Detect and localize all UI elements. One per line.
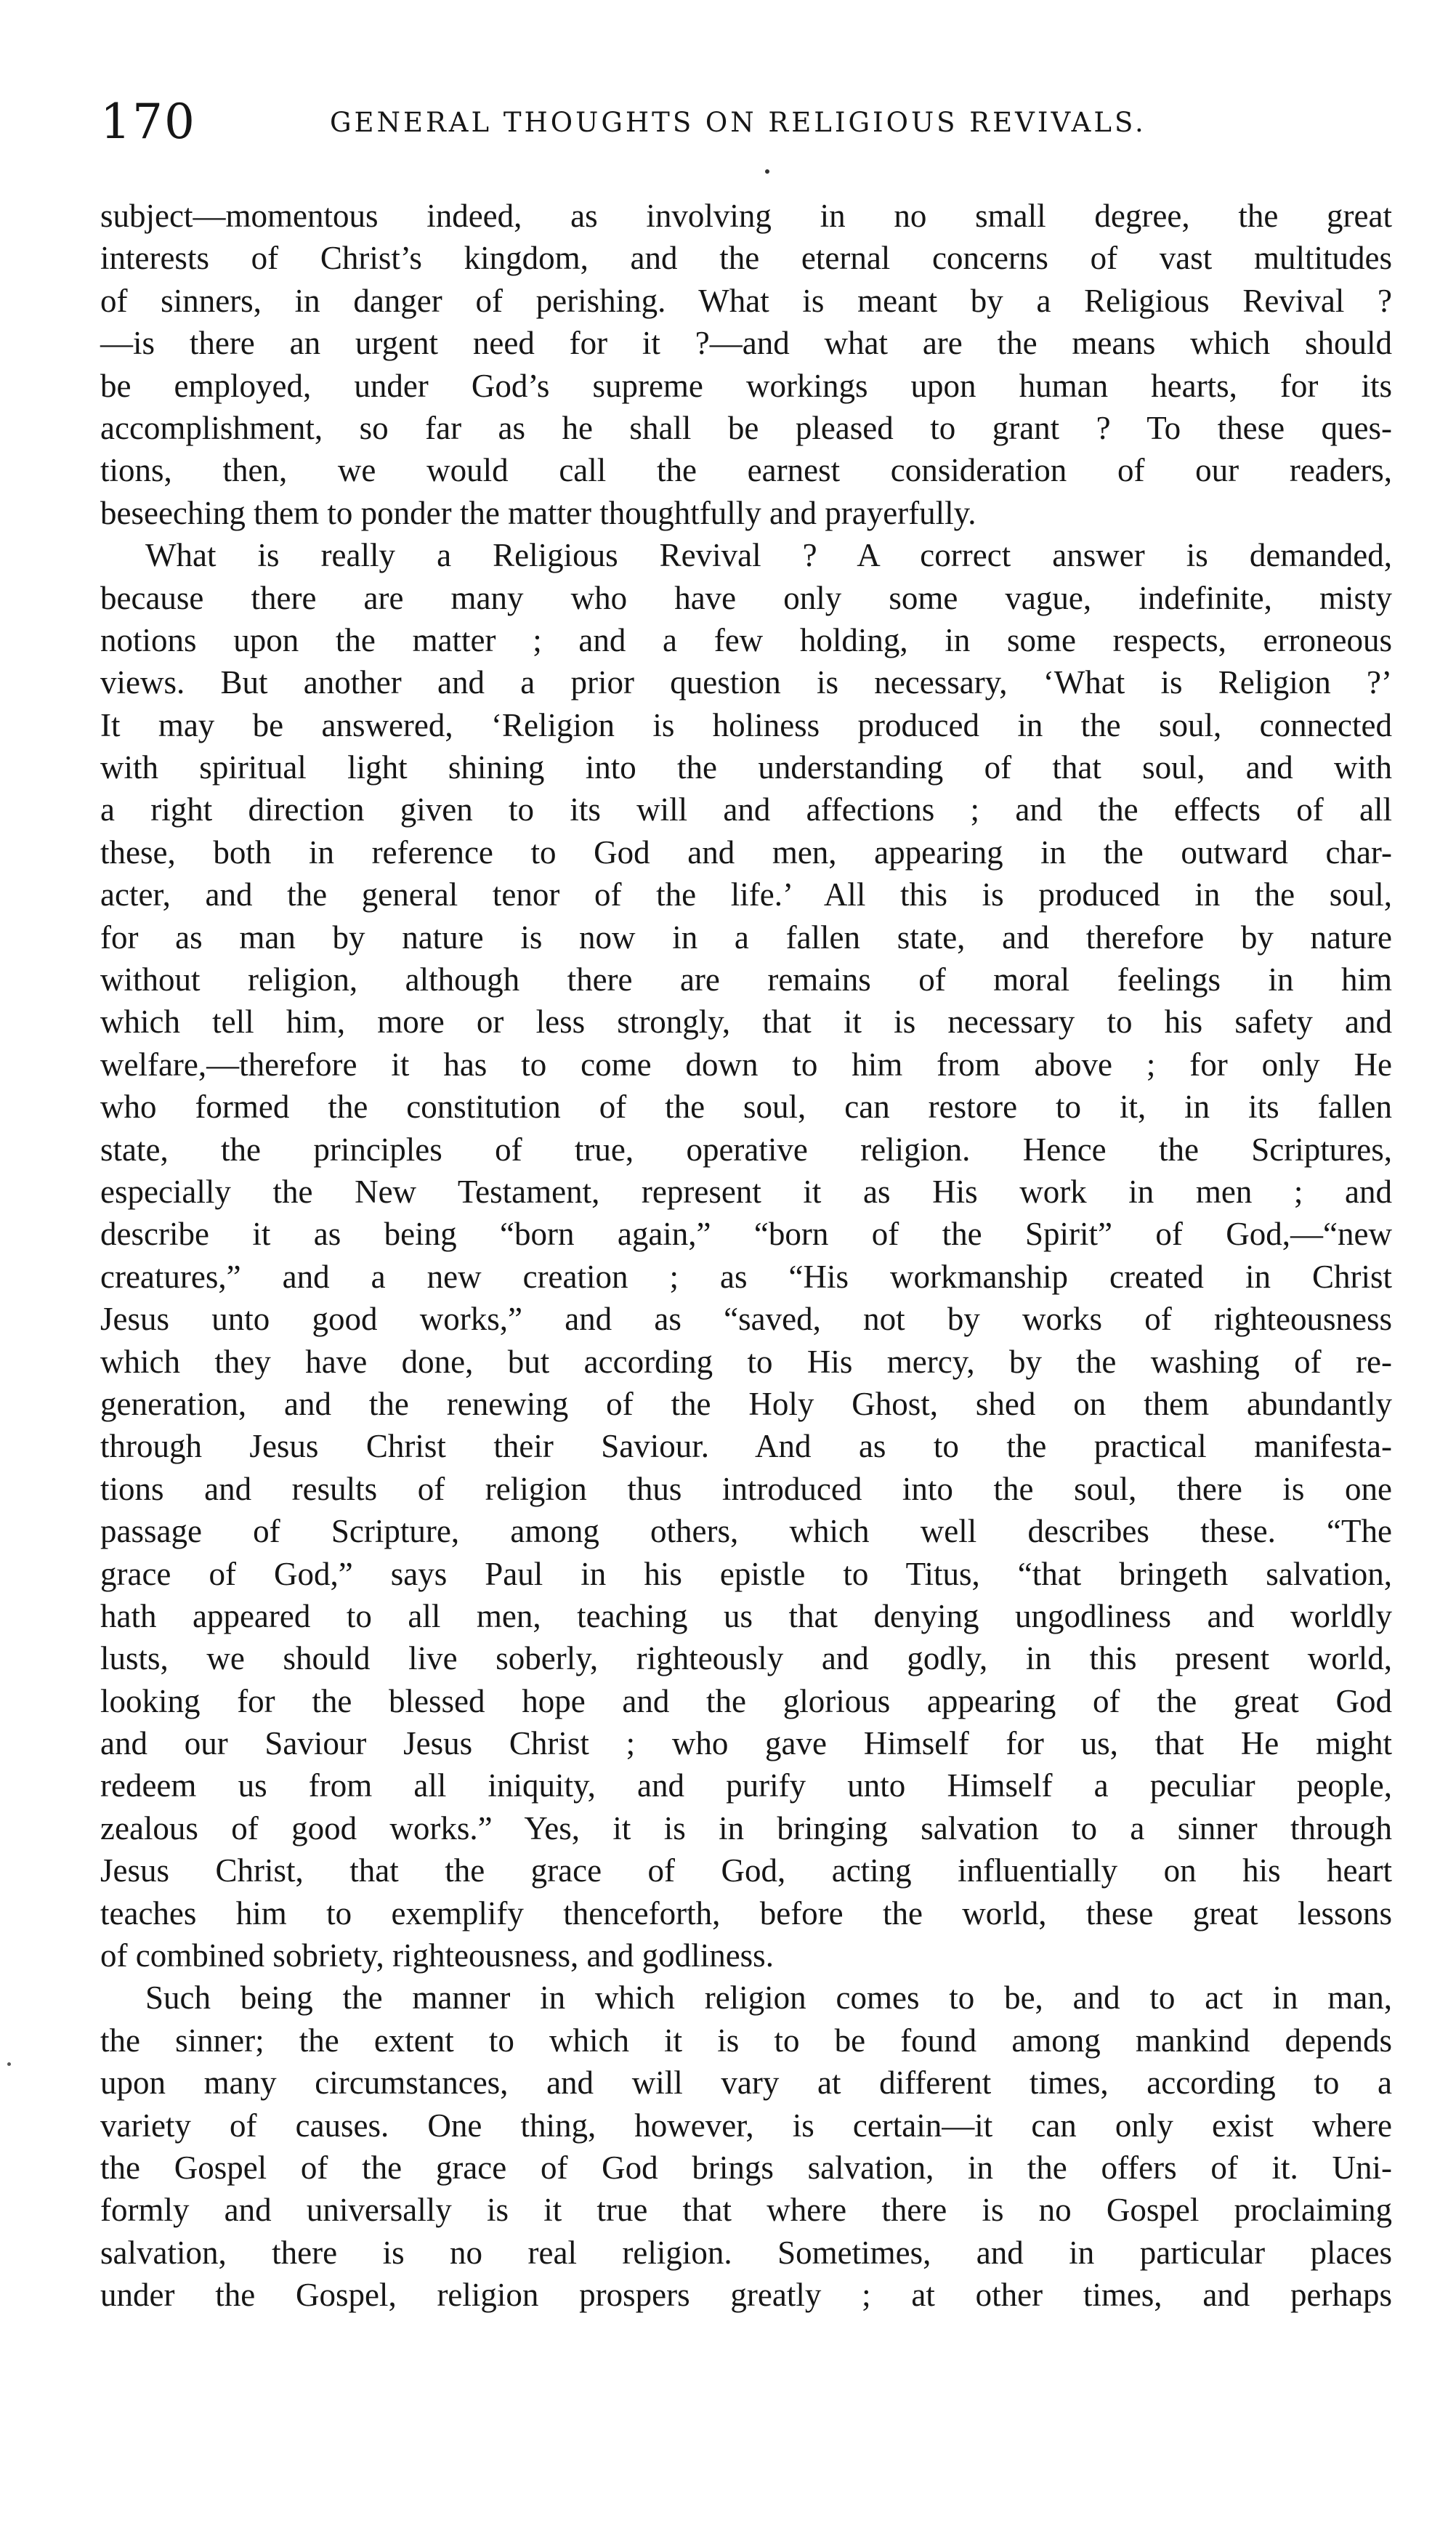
text-line: redeem us from all iniquity, and purify unto Himself a peculiar people, xyxy=(100,1767,1392,1804)
text-line: be employed, under God’s supreme workings upon human hearts, for its xyxy=(100,367,1392,404)
text-line: What is really a Religious Revival ? A correct answer is demanded, xyxy=(145,537,1392,574)
text-line: which they have done, but according to His mercy, by the washing of re- xyxy=(100,1343,1392,1380)
text-line: subject—momentous indeed, as involving in no small degree, the great xyxy=(100,198,1392,234)
text-line: looking for the blessed hope and the glorious appearing of the great God xyxy=(100,1682,1392,1719)
text-line: tions and results of religion thus introduced into the soul, there is one xyxy=(100,1470,1392,1507)
text-line: who formed the constitution of the soul, can restore to it, in its fallen xyxy=(100,1089,1392,1126)
text-line: Such being the manner in which religion comes to be, and to act in man, xyxy=(145,1979,1392,2017)
text-line: the sinner; the extent to which it is to be found among mankind depends xyxy=(100,2022,1392,2059)
text-line: hath appeared to all men, teaching us that denying ungodliness and worldly xyxy=(100,1597,1392,1634)
text-line: through Jesus Christ their Saviour. And as to the practical manifesta- xyxy=(100,1428,1392,1465)
text-line: without religion, although there are remains of moral feelings in him xyxy=(100,961,1392,998)
text-line: with spiritual light shining into the understanding of that soul, and with xyxy=(100,749,1392,786)
text-line: lusts, we should live soberly, righteously and godly, in this present world, xyxy=(100,1640,1392,1677)
text-line: grace of God,” says Paul in his epistle to Titus, “that bringeth salvation, xyxy=(100,1555,1392,1592)
margin-speck xyxy=(7,2062,11,2066)
text-line: —is there an urgent need for it ?—and what are the means which should xyxy=(100,325,1392,362)
text-line: under the Gospel, religion prospers greatly ; at other times, and perhaps xyxy=(100,2277,1392,2314)
text-line: interests of Christ’s kingdom, and the eternal concerns of vast multitudes xyxy=(100,240,1392,277)
text-line: Jesus unto good works,” and as “saved, not by works of righteousness xyxy=(100,1301,1392,1338)
text-line: variety of causes. One thing, however, is certain—it can only exist where xyxy=(100,2107,1392,2144)
running-head: GENERAL THOUGHTS ON RELIGIOUS REVIVALS. xyxy=(330,107,1146,138)
text-line: zealous of good works.” Yes, it is in bringing salvation to a sinner through xyxy=(100,1809,1392,1846)
text-line: and our Saviour Jesus Christ ; who gave Himself for us, that He might xyxy=(100,1725,1392,1762)
text-line: especially the New Testament, represent it as His work in men ; and xyxy=(100,1173,1392,1210)
text-line: accomplishment, so far as he shall be pleased to grant ? To these ques- xyxy=(100,409,1392,446)
text-line: these, both in reference to God and men, appearing in the outward char- xyxy=(100,833,1392,871)
text-line: upon many circumstances, and will vary at different times, according to a xyxy=(100,2064,1392,2102)
text-line: for as man by nature is now in a fallen state, and therefore by nature xyxy=(100,919,1392,956)
text-line: a right direction given to its will and affections ; and the effects of all xyxy=(100,791,1392,828)
text-line: describe it as being “born again,” “born of the Spirit” of God,—“new xyxy=(100,1216,1392,1253)
text-line: passage of Scripture, among others, which well describes these. “The xyxy=(100,1513,1392,1550)
page-number: 170 xyxy=(100,94,196,150)
text-line: generation, and the renewing of the Holy Ghost, shed on them abundantly xyxy=(100,1385,1392,1422)
text-line: salvation, there is no real religion. Sometimes, and in particular places xyxy=(100,2234,1392,2271)
text-line: tions, then, we would call the earnest consideration of our readers, xyxy=(100,452,1392,489)
text-line: welfare,—therefore it has to come down to him from above ; for only He xyxy=(100,1046,1392,1083)
print-speck xyxy=(765,169,769,174)
text-line: It may be answered, ‘Religion is holiness produced in the soul, connected xyxy=(100,706,1392,743)
body-text xyxy=(100,195,1392,2317)
text-line: the Gospel of the grace of God brings salvation, in the offers of it. Uni- xyxy=(100,2149,1392,2186)
text-line: teaches him to exemplify thenceforth, before the world, these great lessons xyxy=(100,1894,1392,1932)
text-line: creatures,” and a new creation ; as “His workmanship created in Christ xyxy=(100,1258,1392,1295)
text-line: of sinners, in danger of perishing. What is meant by a Religious Revival ? xyxy=(100,282,1392,319)
text-line: because there are many who have only some vague, indefinite, misty xyxy=(100,579,1392,616)
text-line: views. But another and a prior question is necessary, ‘What is Religion ?’ xyxy=(100,664,1392,701)
text-line: acter, and the general tenor of the life.’ All this is produced in the soul, xyxy=(100,876,1392,913)
text-line: of combined sobriety, righteousness, and godliness. xyxy=(100,1937,774,1974)
text-line: formly and universally is it true that where there is no Gospel proclaiming xyxy=(100,2192,1392,2229)
text-line: beseeching them to ponder the matter thoughtfully and prayerfully. xyxy=(100,494,976,531)
text-line: Jesus Christ, that the grace of God, acting influentially on his heart xyxy=(100,1852,1392,1889)
page-header xyxy=(100,93,1394,151)
text-line: state, the principles of true, operative religion. Hence the Scriptures, xyxy=(100,1131,1392,1168)
text-line: which tell him, more or less strongly, that it is necessary to his safety and xyxy=(100,1004,1392,1041)
text-line: notions upon the matter ; and a few holding, in some respects, erroneous xyxy=(100,621,1392,658)
